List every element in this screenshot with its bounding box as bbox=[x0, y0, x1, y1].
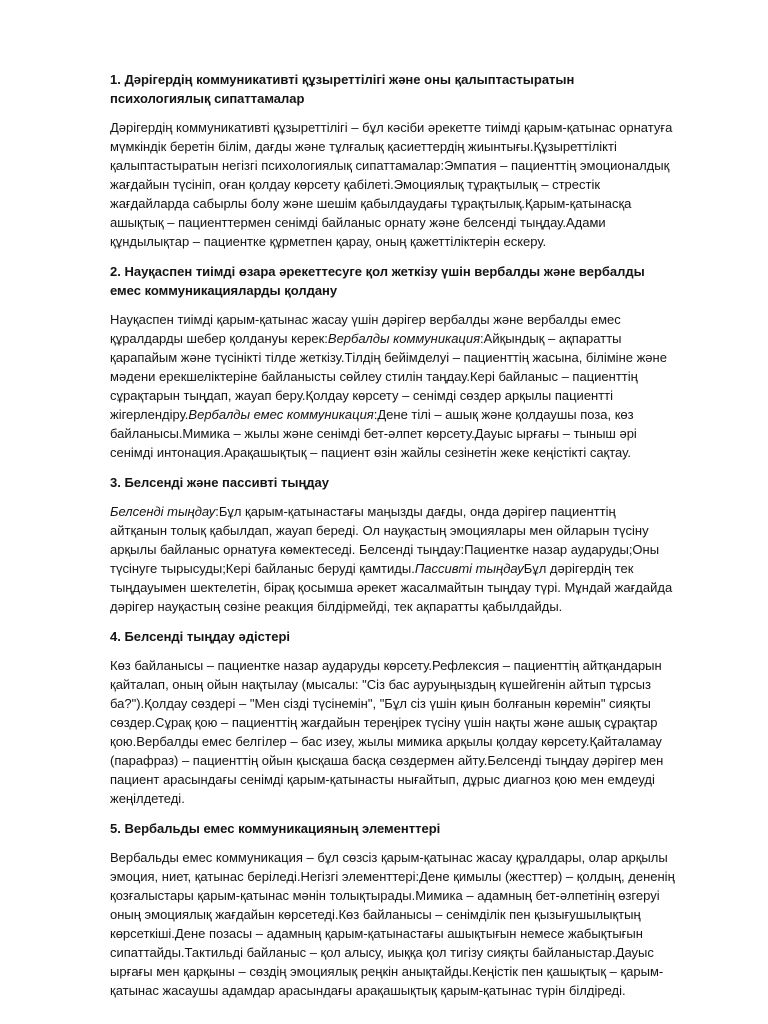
section-paragraph: Вербальды емес коммуникация – бұл сөзсіз қарым-қатынас жасау құралдары, олар арқылы эмоция, ниет, қатынас беріледі.Негізгі элементтері:Дене қимылы (жесттер) – қолдың, дененің қозғалыстары қарым-қатынас мәнін толықтырады.Мимика – адамның бет-әлпетінің өзгеруі оның эмоциялық жағдайын көрсетеді.Көз байланысы – сенімділік пен қызығушылықтың көрсеткіші.Дене позасы – адамның қарым-қатынастағы ашықтығын немесе жабықтығын сипаттайды.Тактильді байланыс – қол алысу, иыққа қол тигізу сияқты байланыстар.Дауыс ырғағы мен қарқыны – сөздің эмоциялық реңкін анықтайды.Кеңістік пен қашықтық – қарым-қатынас жасаушы адамдар арасындағы арақашықтық қарым-қатынас түрін білдіреді. bbox=[110, 850, 675, 998]
section-2 bbox=[110, 262, 676, 462]
section-5 bbox=[110, 819, 676, 1000]
paragraph-text: :Бұл қарым-қатынастағы маңызды дағды, онда дәрігер пациенттің айтқанын толық қабылдап, жауап береді. Ол науқастың эмоциялары мен ойларын түсіну арқылы байланыс орнатуға көмектеседі. Белсенді тыңдау:Пациентке назар аударуды;Оны түсінуге тырысуды;Кері байланыс беруді қамтиды. bbox=[110, 504, 660, 576]
paragraph-text: :Айқындық – ақпаратты қарапайым және түсінікті тілде жеткізу.Тілдің бейімделуі – пациенттің жасына, біліміне және мәдени ерекшеліктеріне байланысты сөйлеу стилін таңдау.Кері байланыс – пациенттің сұрақтарын тыңдап, жауап беру.Қолдау көрсету – сенімді сөздер арқылы пациентті жігерлендіру. bbox=[110, 331, 667, 422]
section-heading: 4. Белсенді тыңдау әдістері bbox=[110, 629, 291, 644]
italic-term: Пассивті тыңдау bbox=[414, 561, 524, 576]
italic-term: Белсенді тыңдау bbox=[110, 504, 216, 519]
section-heading: 3. Белсенді және пассивті тыңдау bbox=[110, 475, 330, 490]
section-3 bbox=[110, 473, 676, 616]
section-paragraph: Көз байланысы – пациентке назар аударуды көрсету.Рефлексия – пациенттің айтқандарын қайталап, оның ойын нақтылау (мысалы: "Сіз бас ауруыңыздың күшейгенін айтып тұрсыз ба?").Қолдау сөздері – "Мен сізді түсінемін", "Бұл сіз үшін қиын болғанын көремін" сияқты сөздер.Сұрақ қою – пациенттің жағдайын тереңірек түсіну үшін нақты және ашық сұрақтар қою.Вербалды емес белгілер – бас изеу, жылы мимика арқылы қолдау көрсету.Қайталамау (парафраз) – пациенттің ойын қысқаша басқа сөздермен айту.Белсенді тыңдау дәрігер мен пациент арасындағы сенімді қарым-қатынасты нығайтып, дұрыс диагноз қою мен емдеуді жеңілдетеді. bbox=[110, 658, 664, 806]
section-heading: 5. Вербальды емес коммуникацияның элементтері bbox=[110, 821, 441, 836]
italic-term: Вербалды емес коммуникация bbox=[188, 407, 374, 422]
section-paragraph bbox=[110, 502, 676, 616]
paragraph-text: Науқаспен тиімді қарым-қатынас жасау үшін дәрігер вербалды және вербалды емес құралдарды шебер қолдануы керек: bbox=[110, 312, 621, 346]
section-paragraph: Дәрігердің коммуникативті құзыреттілігі – бұл кәсіби әрекетте тиімді қарым-қатынас орнатуға мүмкіндік беретін білім, дағды және тұлғалық қасиеттердің жиынтығы.Құзыреттілікті қалыптастыратын негізгі психологиялық сипаттамалар:Эмпатия – пациенттің эмоционалдық жағдайын түсініп, оған қолдау көрсету қабілеті.Эмоциялық тұрақтылық – стрестік жағдайларда сабырлы болу және шешім қабылдаудағы тұрақтылық.Қарым-қатынасқа ашықтық – пациенттермен сенімді байланыс орнату және белсенді тыңдау.Адами құндылықтар – пациентке құрметпен қарау, оның қажеттіліктерін ескеру. bbox=[110, 120, 673, 249]
section-4 bbox=[110, 627, 676, 808]
paragraph-text: Бұл дәрігердің тек тыңдауымен шектелетін, бірақ қосымша әрекет жасалмайтын тыңдау түрі. Мұндай жағдайда дәрігер науқастың сөзіне реакция білдірмейді, тек ақпаратты қабылдайды. bbox=[110, 561, 673, 614]
section-heading: 2. Науқаспен тиімді өзара әрекеттесуге қол жеткізу үшін вербалды және вербалды емес коммуникацияларды қолдану bbox=[110, 264, 645, 298]
section-1 bbox=[110, 70, 676, 251]
italic-term: Вербалды коммуникация bbox=[327, 331, 481, 346]
paragraph-text: :Дене тілі – ашық және қолдаушы поза, көз байланысы.Мимика – жылы және сенімді бет-әлпет көрсету.Дауыс ырғағы – тыныш әрі сенімді интонация.Арақашықтық – пациент өзін жайлы сезінетін жеке кеңістікті сақтау. bbox=[110, 407, 637, 460]
section-heading: 1. Дәрігердің коммуникативті құзыреттілігі және оны қалыптастыратын психологиялық сипаттамалар bbox=[110, 72, 575, 106]
section-paragraph bbox=[110, 310, 676, 462]
document-page bbox=[110, 70, 676, 1011]
